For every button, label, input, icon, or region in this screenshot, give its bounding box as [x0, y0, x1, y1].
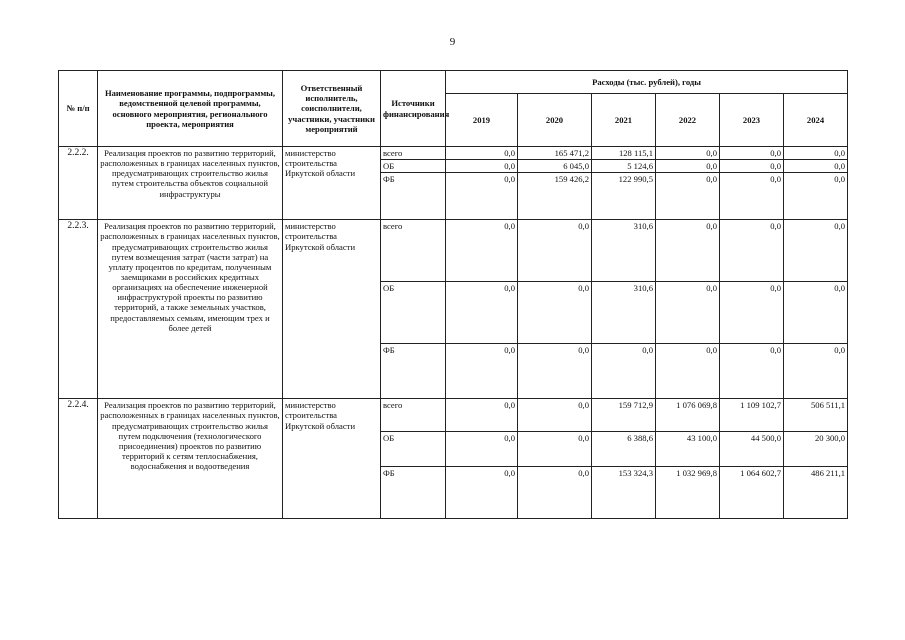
- value-cell: 0,0: [720, 160, 784, 173]
- source-cell: ФБ: [381, 173, 446, 220]
- value-cell: 0,0: [656, 173, 720, 220]
- value-cell: 0,0: [720, 344, 784, 399]
- value-cell: 159 426,2: [518, 173, 592, 220]
- value-cell: 6 045,0: [518, 160, 592, 173]
- value-cell: 0,0: [518, 282, 592, 344]
- value-cell: 0,0: [656, 282, 720, 344]
- value-cell: 1 109 102,7: [720, 399, 784, 432]
- value-cell: 310,6: [592, 282, 656, 344]
- value-cell: 0,0: [656, 147, 720, 160]
- measure-name: Реализация проектов по развитию территорий, расположенных в границах населенных пунктов, предусматривающих строительство жилья путем возмещения затрат (части затрат) на уплату процентов по кредитам, полученным заемщиками в российских кредитных организациях на обеспечение инженерной инфраструктурой проекты по развитию территорий, а также земельных участков, предоставляемых семьям, имеющим трех и более детей: [98, 220, 283, 399]
- value-cell: 486 211,1: [784, 467, 848, 519]
- source-cell: ОБ: [381, 432, 446, 467]
- executor-cell: министерство строительства Иркутской области: [283, 147, 381, 220]
- value-cell: 0,0: [720, 220, 784, 282]
- value-cell: 0,0: [784, 160, 848, 173]
- measure-name: Реализация проектов по развитию территорий, расположенных в границах населенных пунктов, предусматривающих строительство жилья путем строительства объектов социальной инфраструктуры: [98, 147, 283, 220]
- value-cell: 0,0: [656, 160, 720, 173]
- value-cell: 165 471,2: [518, 147, 592, 160]
- table-row: [59, 399, 848, 432]
- value-cell: 506 511,1: [784, 399, 848, 432]
- value-cell: 6 388,6: [592, 432, 656, 467]
- value-cell: 0,0: [446, 467, 518, 519]
- header-year: 2019: [446, 94, 518, 147]
- value-cell: 0,0: [784, 282, 848, 344]
- value-cell: 0,0: [656, 344, 720, 399]
- header-year: 2020: [518, 94, 592, 147]
- source-cell: ОБ: [381, 160, 446, 173]
- header-expenses: Расходы (тыс. рублей), годы: [446, 71, 848, 94]
- value-cell: 0,0: [446, 432, 518, 467]
- value-cell: 0,0: [720, 173, 784, 220]
- value-cell: 310,6: [592, 220, 656, 282]
- source-cell: ОБ: [381, 282, 446, 344]
- source-cell: всего: [381, 399, 446, 432]
- value-cell: 0,0: [784, 173, 848, 220]
- value-cell: 20 300,0: [784, 432, 848, 467]
- header-executor: Ответственный исполнитель, соисполнители, участники, участники мероприятий: [283, 71, 381, 147]
- value-cell: 0,0: [446, 282, 518, 344]
- table-row: [59, 220, 848, 282]
- executor-cell: министерство строительства Иркутской области: [283, 220, 381, 399]
- value-cell: 0,0: [446, 220, 518, 282]
- value-cell: 0,0: [518, 344, 592, 399]
- value-cell: 0,0: [446, 344, 518, 399]
- row-number: 2.2.2.: [59, 147, 98, 220]
- header-year: 2023: [720, 94, 784, 147]
- executor-cell: министерство строительства Иркутской области: [283, 399, 381, 519]
- value-cell: 0,0: [656, 220, 720, 282]
- value-cell: 5 124,6: [592, 160, 656, 173]
- value-cell: 0,0: [784, 344, 848, 399]
- row-number: 2.2.3.: [59, 220, 98, 399]
- header-year: 2021: [592, 94, 656, 147]
- value-cell: 0,0: [518, 399, 592, 432]
- measure-name: Реализация проектов по развитию территорий, расположенных в границах населенных пунктов, предусматривающих строительство жилья путем подключения (технологического присоединения) проектов по развитию территорий к сетям теплоснабжения, водоснабжения и водоотведения: [98, 399, 283, 519]
- value-cell: 159 712,9: [592, 399, 656, 432]
- budget-table: [58, 70, 848, 519]
- header-name: Наименование программы, подпрограммы, ведомственной целевой программы, основного мероприятия, регионального проекта, мероприятия: [98, 71, 283, 147]
- value-cell: 128 115,1: [592, 147, 656, 160]
- value-cell: 0,0: [446, 160, 518, 173]
- header-year: 2022: [656, 94, 720, 147]
- page-number: 9: [449, 36, 456, 48]
- row-number: 2.2.4.: [59, 399, 98, 519]
- value-cell: 44 500,0: [720, 432, 784, 467]
- value-cell: 1 076 069,8: [656, 399, 720, 432]
- source-cell: всего: [381, 147, 446, 160]
- value-cell: 0,0: [784, 147, 848, 160]
- value-cell: 1 064 602,7: [720, 467, 784, 519]
- value-cell: 153 324,3: [592, 467, 656, 519]
- value-cell: 0,0: [784, 220, 848, 282]
- value-cell: 0,0: [518, 432, 592, 467]
- value-cell: 0,0: [446, 147, 518, 160]
- source-cell: ФБ: [381, 467, 446, 519]
- source-cell: ФБ: [381, 344, 446, 399]
- value-cell: 0,0: [446, 399, 518, 432]
- header-source: Источники финансирования: [381, 71, 446, 147]
- value-cell: 0,0: [720, 147, 784, 160]
- table-row: [59, 147, 848, 160]
- value-cell: 0,0: [446, 173, 518, 220]
- source-cell: всего: [381, 220, 446, 282]
- value-cell: 122 990,5: [592, 173, 656, 220]
- header-num: № п/п: [59, 71, 98, 147]
- value-cell: 0,0: [518, 220, 592, 282]
- value-cell: 43 100,0: [656, 432, 720, 467]
- value-cell: 0,0: [720, 282, 784, 344]
- value-cell: 1 032 969,8: [656, 467, 720, 519]
- value-cell: 0,0: [518, 467, 592, 519]
- value-cell: 0,0: [592, 344, 656, 399]
- header-year: 2024: [784, 94, 848, 147]
